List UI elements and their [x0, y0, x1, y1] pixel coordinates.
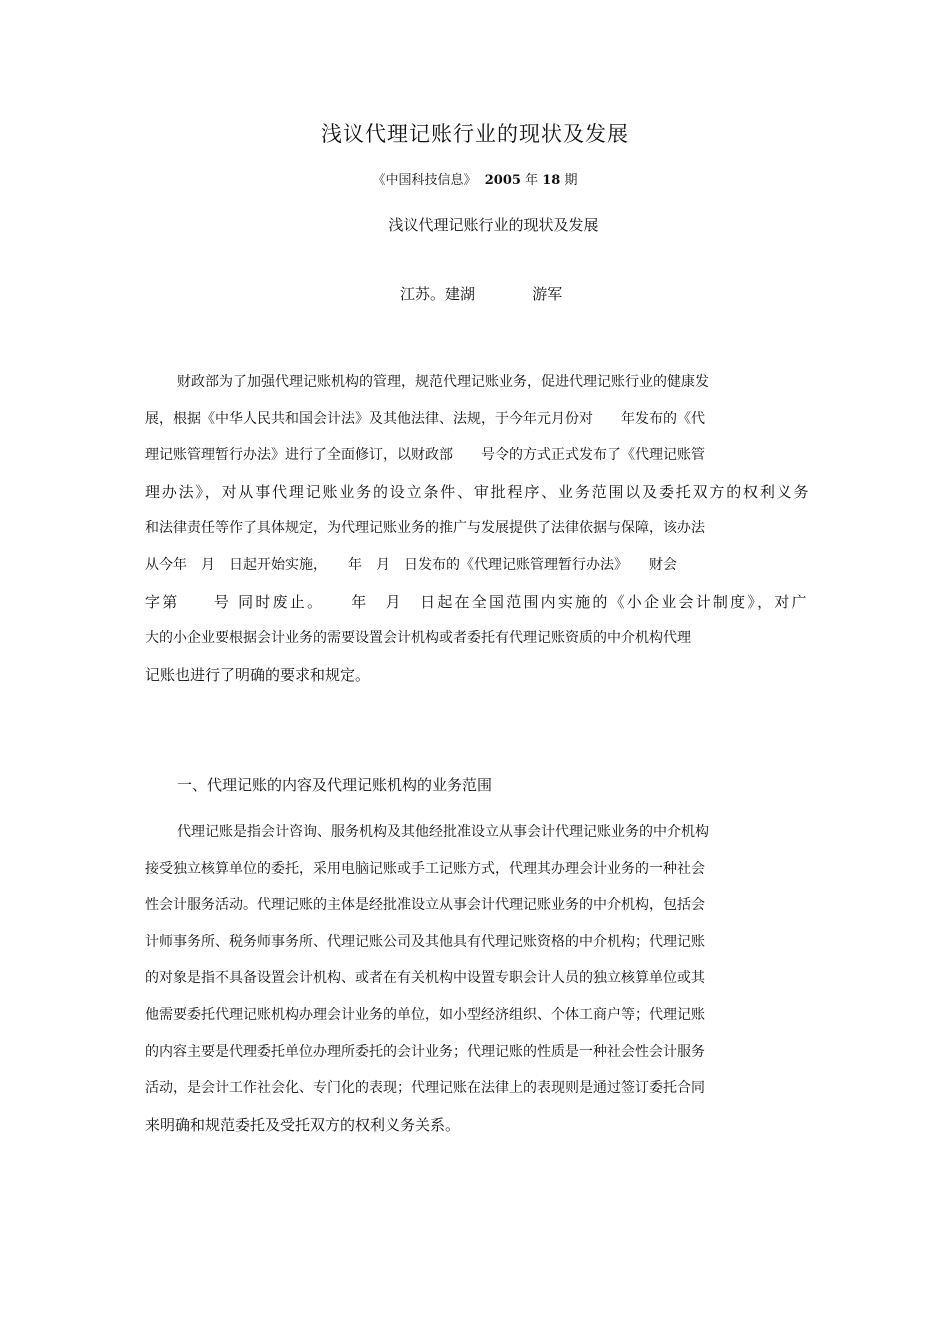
paragraph-line: 大的小企业要根据会计业务的需要设置会计机构或者委托有代理记账资质的中介机构代理: [145, 630, 691, 647]
author-name: 游军: [532, 285, 563, 303]
source-issue: 18: [542, 173, 561, 188]
paragraph-line: 性会计服务活动。代理记账的主体是经批准设立从事会计代理记账业务的中介机构，包括会: [145, 897, 705, 914]
paragraph-definition: [145, 814, 809, 1143]
paragraph-line: 展，根据《中华人民共和国会计法》及其他法律、法规，于今年元月份对 年发布的《代: [145, 410, 705, 427]
journal-name: 《中国科技信息》: [372, 173, 477, 188]
paragraph-line: 字第 号 同时废止。 年 月 日起在全国范围内实施的《小企业会计制度》，对广: [145, 592, 809, 611]
paragraph-intro: [145, 364, 809, 693]
paragraph-line: 理记账管理暂行办法》进行了全面修订，以财政部 号令的方式正式发布了《代理记账管: [145, 447, 705, 464]
document-subtitle: 浅议代理记账行业的现状及发展: [388, 216, 599, 234]
paragraph-line: 记账也进行了明确的要求和规定。: [145, 665, 371, 684]
paragraph-line: 他需要委托代理记账机构办理会计业务的单位，如小型经济组织、个体工商户等；代理记账: [145, 1006, 705, 1023]
paragraph-line: 接受独立核算单位的委托，采用电脑记账或手工记账方式，代理其办理会计业务的一种社会: [145, 860, 705, 877]
paragraph-line: 财政部为了加强代理记账机构的管理，规范代理记账业务，促进代理记账行业的健康发: [177, 374, 709, 390]
paragraph-line: 理办法》，对从事代理记账业务的设立条件、审批程序、业务范围以及委托双方的权利义务: [145, 482, 811, 501]
author-location: 江苏。建湖: [400, 285, 476, 303]
paragraph-line: 活动，是会计工作社会化、专门化的表现；代理记账在法律上的表现则是通过签订委托合同: [145, 1080, 705, 1097]
source-issue-unit: 期: [564, 173, 578, 188]
paragraph-line: 代理记账是指会计咨询、服务机构及其他经批准设立从事会计代理记账业务的中介机构: [177, 824, 709, 840]
source-line: [0, 170, 950, 192]
source-year: 2005: [484, 173, 521, 188]
author-line: [400, 281, 562, 307]
paragraph-line: 的对象是指不具备设置会计机构、或者在有关机构中设置专职会计人员的独立核算单位或其: [145, 970, 705, 987]
document-title: 浅议代理记账行业的现状及发展: [321, 122, 629, 146]
paragraph-line: 计师事务所、税务师事务所、代理记账公司及其他具有代理记账资格的中介机构；代理记账: [145, 933, 705, 950]
paragraph-line: 来明确和规范委托及受托双方的权利义务关系。: [145, 1115, 461, 1134]
section-heading: 一、代理记账的内容及代理记账机构的业务范围: [177, 776, 493, 794]
paragraph-line: 的内容主要是代理委托单位办理所委托的会计业务；代理记账的性质是一种社会性会计服务: [145, 1043, 705, 1060]
paragraph-line: 从今年 月 日起开始实施， 年 月 日发布的《代理记账管理暂行办法》 财会: [145, 556, 677, 573]
source-year-unit: 年: [525, 173, 539, 188]
paragraph-line: 和法律责任等作了具体规定，为代理记账业务的推广与发展提供了法律依据与保障，该办法: [145, 520, 705, 537]
